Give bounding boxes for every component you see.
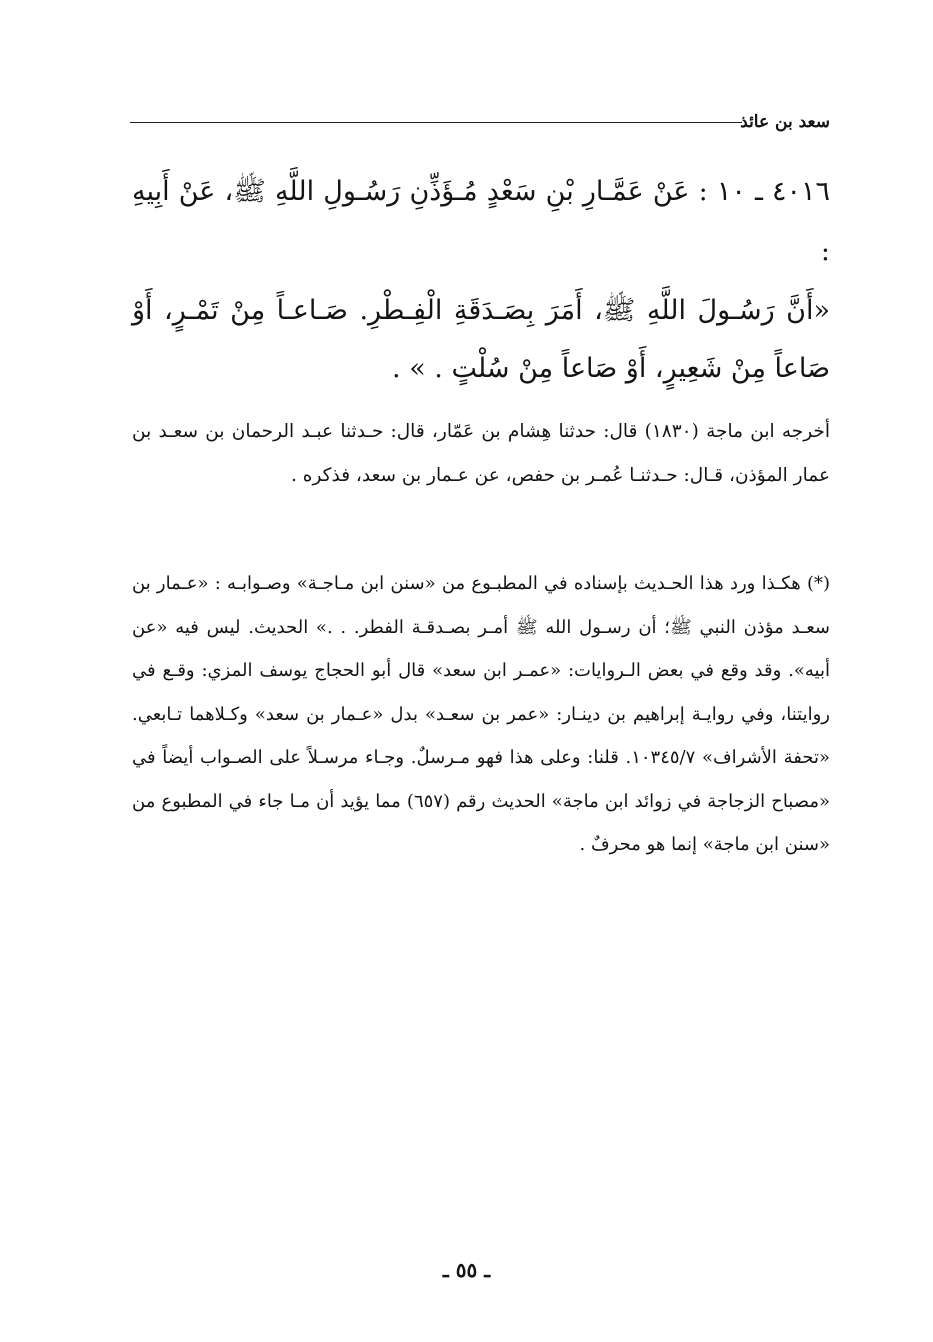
header-rule	[130, 122, 742, 123]
page-number: ـ ٥٥ ـ	[442, 1258, 491, 1282]
hadith-heading: ٤٠١٦ ـ ١٠ : عَنْ عَمَّـارِ بْنِ سَعْدٍ مُـؤَذِّنِ رَسُـولِ اللَّهِ ﷺ، عَنْ أَبِيهِ :	[132, 176, 830, 267]
footnote-paragraph: (*) هكـذا ورد هذا الحـديث بإسناده في المطبـوع من «سنن ابن مـاجـة» وصـوابـه : «عـمار بن سعـد مؤذن النبي ﷺ؛ أن رسـول الله ﷺ أمـر بصـدقـة الفطر. . .» الحديث. ليس فيه «عن أبيه». وقد وقع في بعض الـروايات: «عمـر ابن سعد» قال أبو الحجاج يوسف المزي: وقـع في روايتنا، وفي روايـة إبراهيم بن دينـار: «عمر بن سعـد» بدل «عـمار بن سعد» وكـلاهما تـابعي. «تحفة الأشراف» ١٠٣٤٥/٧. قلنا: وعلى هذا فهو مـرسلٌ. وجـاء مرسـلاً على الصـواب أيضاً في «مصباح الزجاجة في زوائد ابن ماجة» الحديث رقم (٦٥٧) مما يؤيد أن مـا جاء في المطبوع من «سنن ابن ماجة» إنما هو محرفٌ .	[132, 573, 831, 855]
running-header	[130, 108, 830, 136]
hadith-text: «أَنَّ رَسُـولَ اللَّهِ ﷺ، أَمَرَ بِصَـدَقَةِ الْفِـطْرِ. صَـاعـاً مِنْ تَمْـرٍ، أَوْ صَاعاً مِنْ شَعِيرٍ، أَوْ صَاعاً مِنْ سُلْتٍ . » .	[132, 295, 830, 384]
header-title: سعد بن عائذ	[740, 112, 830, 132]
takhrij-paragraph: أخرجه ابن ماجة (١٨٣٠) قال: حدثنا هِشام بن عَمّار، قال: حـدثنا عبـد الرحمان بن سعـد بن عمار المؤذن، قـال: حـدثنـا عُمـر بن حفص، عن عـمار بن سعد، فذكره .	[132, 421, 830, 486]
